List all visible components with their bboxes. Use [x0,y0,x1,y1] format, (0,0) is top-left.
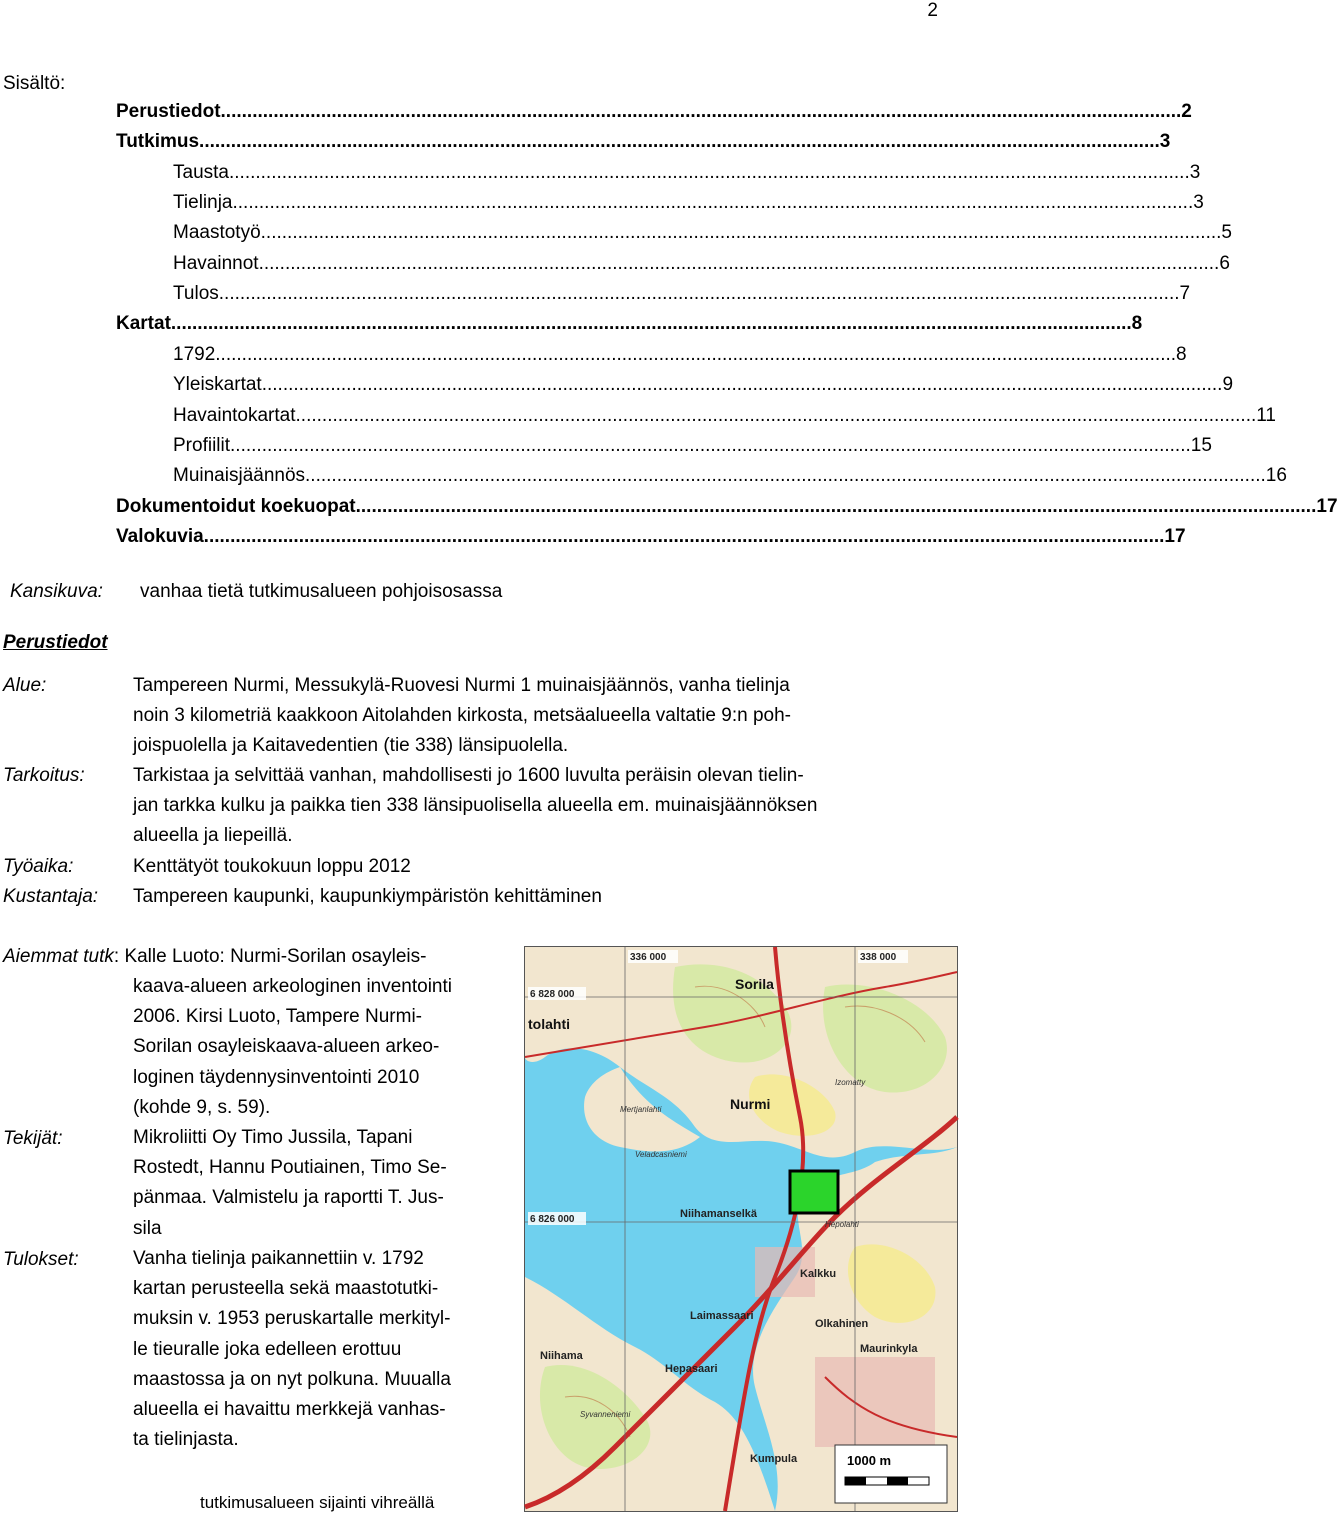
toc-entry[interactable] [173,161,1201,192]
study-area-marker [790,1171,838,1213]
toc-entry[interactable] [173,252,1230,283]
toc-leader-dots: ...................................................................................................................................................................................... [258,252,1220,274]
tyoaika-label: Työaika: [3,856,74,877]
toc-entry-title: Tausta [173,161,229,183]
toc-entry-title: Dokumentoidut koekuopat [116,495,356,517]
alue-line: noin 3 kilometriä kaakkoon Aitolahden kirkosta, metsäalueella valtatie 9:n poh- [133,705,791,726]
map-place-label: Veladcasniemi [635,1150,687,1159]
toc-entry-page: 17 [1316,495,1338,517]
toc-entry-page: 5 [1221,222,1232,244]
aiemmat-line: loginen täydennysinventointi 2010 [133,1066,420,1088]
toc-entry[interactable] [173,404,1276,435]
tarkoitus-line: Tarkistaa ja selvittää vanhan, mahdollisesti jo 1600 luvulta peräisin olevan tielin- [133,765,804,786]
alue-label: Alue: [3,675,47,696]
toc-entry-title: Tulos [173,283,219,305]
aiemmat-label: Aiemmat tutk [3,946,114,967]
tyoaika-text: Kenttätyöt toukokuun loppu 2012 [133,856,411,877]
map-place-label: Laimassaari [690,1310,754,1322]
tekijat-line: Mikroliitti Oy Timo Jussila, Tapani [133,1127,413,1148]
toc-leader-dots: ...................................................................................................................................................................................... [295,404,1257,426]
kustantaja-text: Tampereen kaupunki, kaupunkiympäristön kehittäminen [133,886,602,907]
toc-entry[interactable] [173,343,1187,374]
map-grid-label: 6 828 000 [530,989,575,1000]
toc-entry-page: 3 [1189,161,1201,183]
map-grid-label: 338 000 [860,952,897,963]
toc-entry[interactable] [173,434,1212,465]
toc-entry[interactable] [116,101,1192,131]
map-place-label: Hepolahti [825,1220,859,1229]
toc-entry[interactable] [173,222,1232,252]
aiemmat-line: Sorilan osayleiskaava-alueen arkeo- [133,1036,440,1058]
tarkoitus-text [133,761,817,851]
toc-entry-title: Maastotyö [173,222,261,244]
toc-leader-dots: ...................................................................................................................................................................................... [305,465,1266,487]
toc-entry-page: 11 [1256,404,1276,426]
map-place-label: Olkahinen [815,1318,869,1330]
kustantaja-label: Kustantaja: [3,886,99,907]
toc-entry-page: 9 [1222,374,1234,396]
map-place-label: Kumpula [750,1453,798,1465]
tulokset-line: alueella ei havaittu merkkejä vanhas- [133,1399,446,1421]
toc-entry-title: Havainnot [173,252,259,274]
tulokset-line: Vanha tielinja paikannettiin v. 1792 [133,1248,424,1269]
alue-text [133,671,791,761]
toc-entry-title: Kartat [116,313,171,335]
toc-entry-title: Havaintokartat [173,404,296,426]
toc-entry[interactable] [173,374,1234,404]
toc-heading: Sisältö: [3,73,66,94]
toc-entry-title: Profiilit [173,434,231,456]
tulokset-line: ta tielinjasta. [133,1429,239,1451]
toc-entry-page: 7 [1179,283,1191,305]
map-place-label: Niihamanselkä [680,1208,758,1220]
tarkoitus-line: alueella ja liepeillä. [133,825,293,846]
toc-entry-page: 8 [1131,313,1143,335]
map-urban [815,1357,935,1447]
toc-entry-title: Valokuvia [116,525,204,547]
tekijat-text [133,1123,447,1244]
toc-leader-dots: ...................................................................................................................................................................................... [232,192,1194,214]
toc-entry-title: Muinaisjäännös [173,465,306,487]
tulokset-line: maastossa ja on nyt polkuna. Muualla [133,1368,451,1390]
toc-entry[interactable] [116,525,1186,556]
map-place-label: Syvanneniemi [580,1410,631,1419]
alue-line: Tampereen Nurmi, Messukylä-Ruovesi Nurmi 1 muinaisjäännös, vanha tielinja [133,675,790,696]
toc-entry[interactable] [116,313,1143,343]
map-scale-label: 1000 m [847,1453,892,1468]
tulokset-label: Tulokset: [3,1249,79,1270]
toc-leader-dots: ...................................................................................................................................................................................... [230,434,1191,456]
toc-entry-title: Tutkimus [116,131,200,153]
toc-leader-dots: ...................................................................................................................................................................................... [355,495,1317,517]
toc-entry[interactable] [173,283,1191,313]
toc-leader-dots: ...................................................................................................................................................................................... [228,161,1190,183]
toc-entry-page: 8 [1176,343,1187,365]
aiemmat-text: Kalle Luoto: Nurmi-Sorilan osayleis- [124,946,427,967]
tulokset-text [133,1244,451,1455]
toc-entry[interactable] [173,465,1287,495]
toc-entry-title: Perustiedot [116,101,221,122]
map-place-label: Maurinkyla [860,1343,918,1355]
tekijat-line: pänmaa. Valmistelu ja raportti T. Jus- [133,1187,444,1209]
cover-label: Kansikuva: [10,581,103,602]
map-graphic [525,947,957,1511]
tulokset-line: kartan perusteella sekä maastotutki- [133,1278,439,1300]
toc-entry-page: 16 [1265,465,1287,487]
toc-entry[interactable] [116,131,1171,161]
toc-leader-dots: ...................................................................................................................................................................................... [261,374,1223,396]
tekijat-label: Tekijät: [3,1128,63,1149]
aiemmat-line: (kohde 9, s. 59). [133,1096,271,1118]
tarkoitus-line: jan tarkka kulku ja paikka tien 338 länsipuolisella alueella em. muinaisjäännöksen [133,795,818,816]
map-place-label: tolahti [528,1016,570,1032]
tekijat-line: sila [133,1217,162,1239]
aiemmat-line: kaava-alueen arkeologinen inventointi [133,976,453,997]
toc-entry-page: 17 [1164,525,1186,547]
map-place-label: Hepasaari [665,1363,718,1375]
toc-entry[interactable] [173,192,1204,222]
page-number: 2 [927,0,938,21]
toc-leader-dots: ...................................................................................................................................................................................... [220,101,1182,122]
toc-entry-page: 2 [1181,101,1192,122]
toc-entry-page: 15 [1190,434,1212,456]
toc-entry-page: 3 [1159,131,1171,153]
map-grid-label: 6 826 000 [530,1214,575,1225]
toc-leader-dots: ...................................................................................................................................................................................... [203,525,1165,547]
tekijat-line: Rostedt, Hannu Poutiainen, Timo Se- [133,1157,447,1179]
location-map [524,946,958,1512]
toc-leader-dots: ...................................................................................................................................................................................... [170,313,1132,335]
aiemmat-line: 2006. Kirsi Luoto, Tampere Nurmi- [133,1006,422,1028]
toc-leader-dots: ...................................................................................................................................................................................... [215,343,1177,365]
toc-entry-page: 6 [1219,252,1230,274]
toc-entry-page: 3 [1193,192,1204,214]
map-place-label: Niihama [540,1350,583,1362]
cover-text: vanhaa tietä tutkimusalueen pohjoisosassa [140,581,503,602]
aiemmat-continued [133,972,452,1123]
aiemmat-first-line: Aiemmat tutk: Kalle Luoto: Nurmi-Sorilan osayleis- [3,946,427,967]
tulokset-line: le tieuralle joka edelleen erottuu [133,1338,402,1360]
alue-line: joispuolella ja Kaitavedentien (tie 338) länsipuolella. [133,735,569,756]
map-place-label: Kalkku [800,1268,837,1280]
map-place-label: Mertjanlahti [620,1105,662,1114]
map-grid-label: 336 000 [630,952,667,963]
map-place-label: Nurmi [730,1096,771,1112]
toc-leader-dots: ...................................................................................................................................................................................... [260,222,1222,244]
toc-leader-dots: ...................................................................................................................................................................................... [199,131,1160,153]
toc-entry-title: Yleiskartat [173,374,262,396]
toc-entry-title: Tielinja [173,192,233,214]
map-place-label: Izomatty [835,1078,866,1087]
toc-entry[interactable] [116,495,1338,526]
tulokset-line: muksin v. 1953 peruskartalle merkityl- [133,1308,451,1330]
map-place-label: Sorila [735,976,774,992]
section-title: Perustiedot [3,632,108,653]
map-caption: tutkimusalueen sijainti vihreällä [200,1493,435,1512]
toc-entry-title: 1792 [173,343,216,365]
tarkoitus-label: Tarkoitus: [3,765,85,786]
toc-leader-dots: ...................................................................................................................................................................................... [218,283,1180,305]
